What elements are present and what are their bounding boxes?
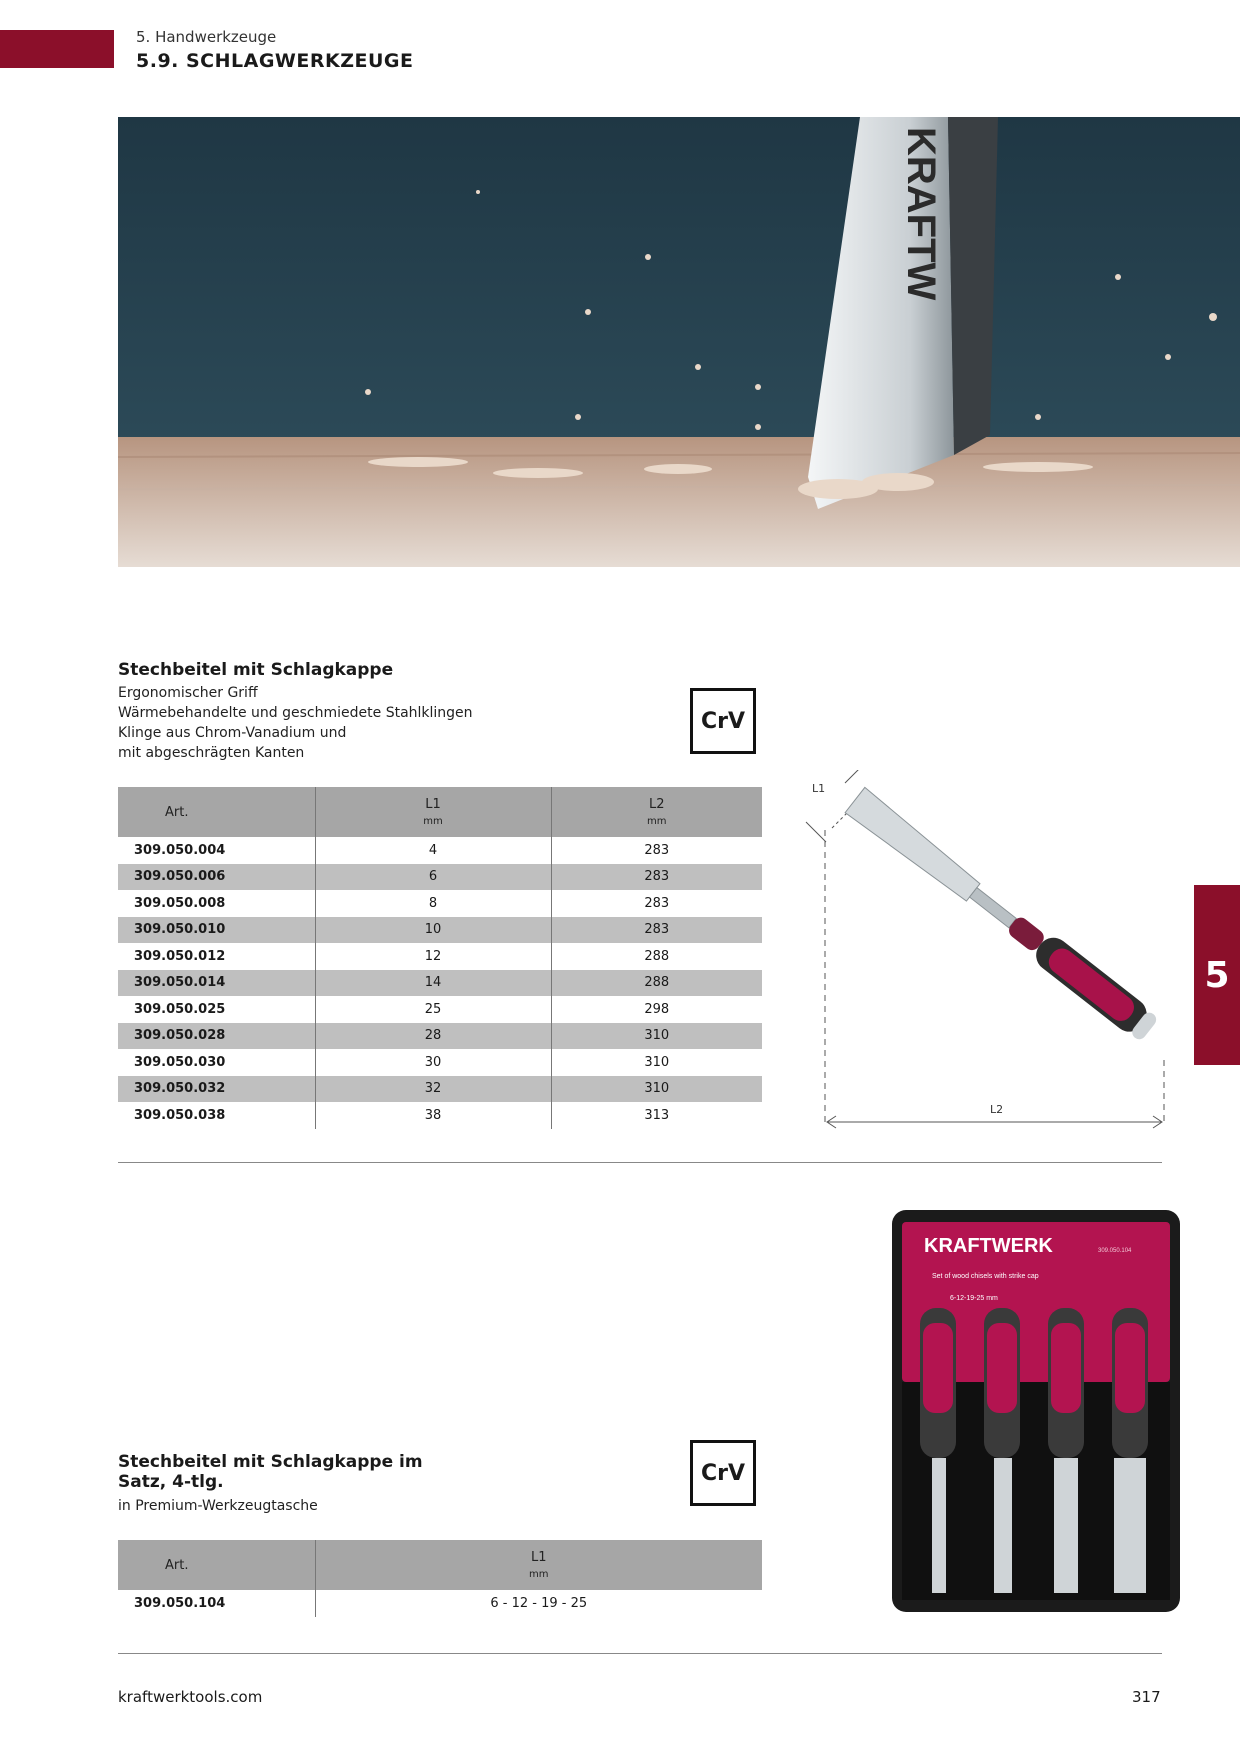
cell-art: 309.050.006 [118,864,315,891]
product1-description-line: Ergonomischer Griff [118,685,258,701]
table-header-row [118,787,762,837]
cell-l1: 32 [315,1076,551,1103]
product2-title-line: Stechbeitel mit Schlagkappe im [118,1452,423,1472]
section-title: 5.9. SCHLAGWERKZEUGE [136,50,414,72]
header-l1 [315,1540,762,1590]
product2-spec-table [118,1540,762,1617]
table-row [118,1590,762,1617]
l1-dimension-label: L1 [812,782,826,795]
pouch-brand: KRAFTWERK [924,1235,1053,1257]
hero-photo [118,117,1240,567]
footer-url[interactable]: kraftwerktools.com [118,1688,263,1706]
product2-crv-badge: CrV [690,1440,756,1506]
cell-l1: 25 [315,996,551,1023]
product1-description-line: Klinge aus Chrom-Vanadium und [118,725,347,741]
header-l2-label: L2 [648,797,665,812]
product2-title-line: Satz, 4-tlg. [118,1472,224,1492]
table-row [118,1076,762,1103]
cell-art: 309.050.038 [134,1107,226,1123]
pouch-subtitle: Set of wood chisels with strike cap [932,1273,1039,1280]
hero-chisel-illustration [118,117,1240,567]
cell-l1: 6 - 12 - 19 - 25 [315,1590,762,1617]
footer-divider [118,1653,1162,1654]
cell-l2: 283 [551,917,762,944]
l2-dimension-label: L2 [990,1103,1004,1116]
chapter-breadcrumb: 5. Handwerkzeuge [136,28,277,46]
header-l1-unit: mm [529,1569,549,1580]
hero-brand-text: KRAFTW [899,127,943,301]
table-row [118,917,762,944]
chapter-tab: 5 [1194,885,1240,1065]
header-l1-unit: mm [423,816,443,827]
cell-art: 309.050.004 [134,842,226,858]
cell-l1: 10 [315,917,551,944]
header-art: Art. [118,787,315,837]
product1-description-line: Wärmebehandelte und geschmiedete Stahlklingen [118,705,473,721]
cell-l2: 283 [551,837,762,864]
table-row [118,837,762,864]
cell-l1: 30 [315,1049,551,1076]
cell-l1: 28 [315,1023,551,1050]
table-row [118,864,762,891]
cell-art: 309.050.008 [134,895,226,911]
header-l1 [315,787,551,837]
cell-l1: 38 [315,1102,551,1129]
chisel-drawing [800,770,1180,1140]
cell-art: 309.050.010 [118,917,315,944]
cell-l1: 14 [315,970,551,997]
cell-art: 309.050.032 [118,1076,315,1103]
product1-spec-table [118,787,762,1129]
product1-crv-badge: CrV [690,688,756,754]
cell-art: 309.050.030 [134,1054,226,1070]
header-art: Art. [118,1540,315,1590]
table-row [118,943,762,970]
header-l2 [551,787,762,837]
table-row [118,1023,762,1050]
header-l1-label: L1 [425,797,441,812]
pouch-drawing [890,1208,1182,1614]
table-header-row [118,1540,762,1590]
cell-l2: 310 [551,1023,762,1050]
pouch-chisel-4 [1112,1308,1148,1593]
chisel-dimension-diagram [800,770,1180,1140]
cell-l2: 310 [551,1049,762,1076]
cell-l2: 288 [551,970,762,997]
cell-l2: 283 [551,890,762,917]
cell-art: 309.050.104 [134,1595,226,1611]
cell-art: 309.050.028 [118,1023,315,1050]
product2-description: in Premium-Werkzeugtasche [118,1498,318,1514]
pouch-sizes: 6-12-19-25 mm [950,1295,998,1302]
table-row [118,970,762,997]
product1-description [118,683,473,763]
table-row [118,1102,762,1129]
section-divider [118,1162,1162,1163]
cell-art: 309.050.012 [134,948,226,964]
cell-l1: 8 [315,890,551,917]
cell-art: 309.050.025 [134,1001,226,1017]
header-l1-label: L1 [530,1550,547,1565]
chisel-set-pouch-photo [890,1208,1182,1614]
cell-l2: 298 [551,996,762,1023]
table-row [118,1049,762,1076]
cell-l1: 4 [315,837,551,864]
cell-l2: 283 [551,864,762,891]
pouch-code: 309.050.104 [1098,1248,1132,1254]
cell-l1: 6 [315,864,551,891]
table-row [118,996,762,1023]
page-number: 317 [1132,1688,1161,1706]
product1-description-line: mit abgeschrägten Kanten [118,745,305,761]
cell-l1: 12 [315,943,551,970]
cell-l2: 288 [551,943,762,970]
cell-art: 309.050.014 [118,970,315,997]
cell-l2: 310 [551,1076,762,1103]
product2-title [118,1452,423,1492]
cell-l2: 313 [551,1102,762,1129]
product1-title: Stechbeitel mit Schlagkappe [118,660,394,680]
header-accent-bar [0,30,114,68]
header-l2-unit: mm [647,816,667,827]
table-row [118,890,762,917]
